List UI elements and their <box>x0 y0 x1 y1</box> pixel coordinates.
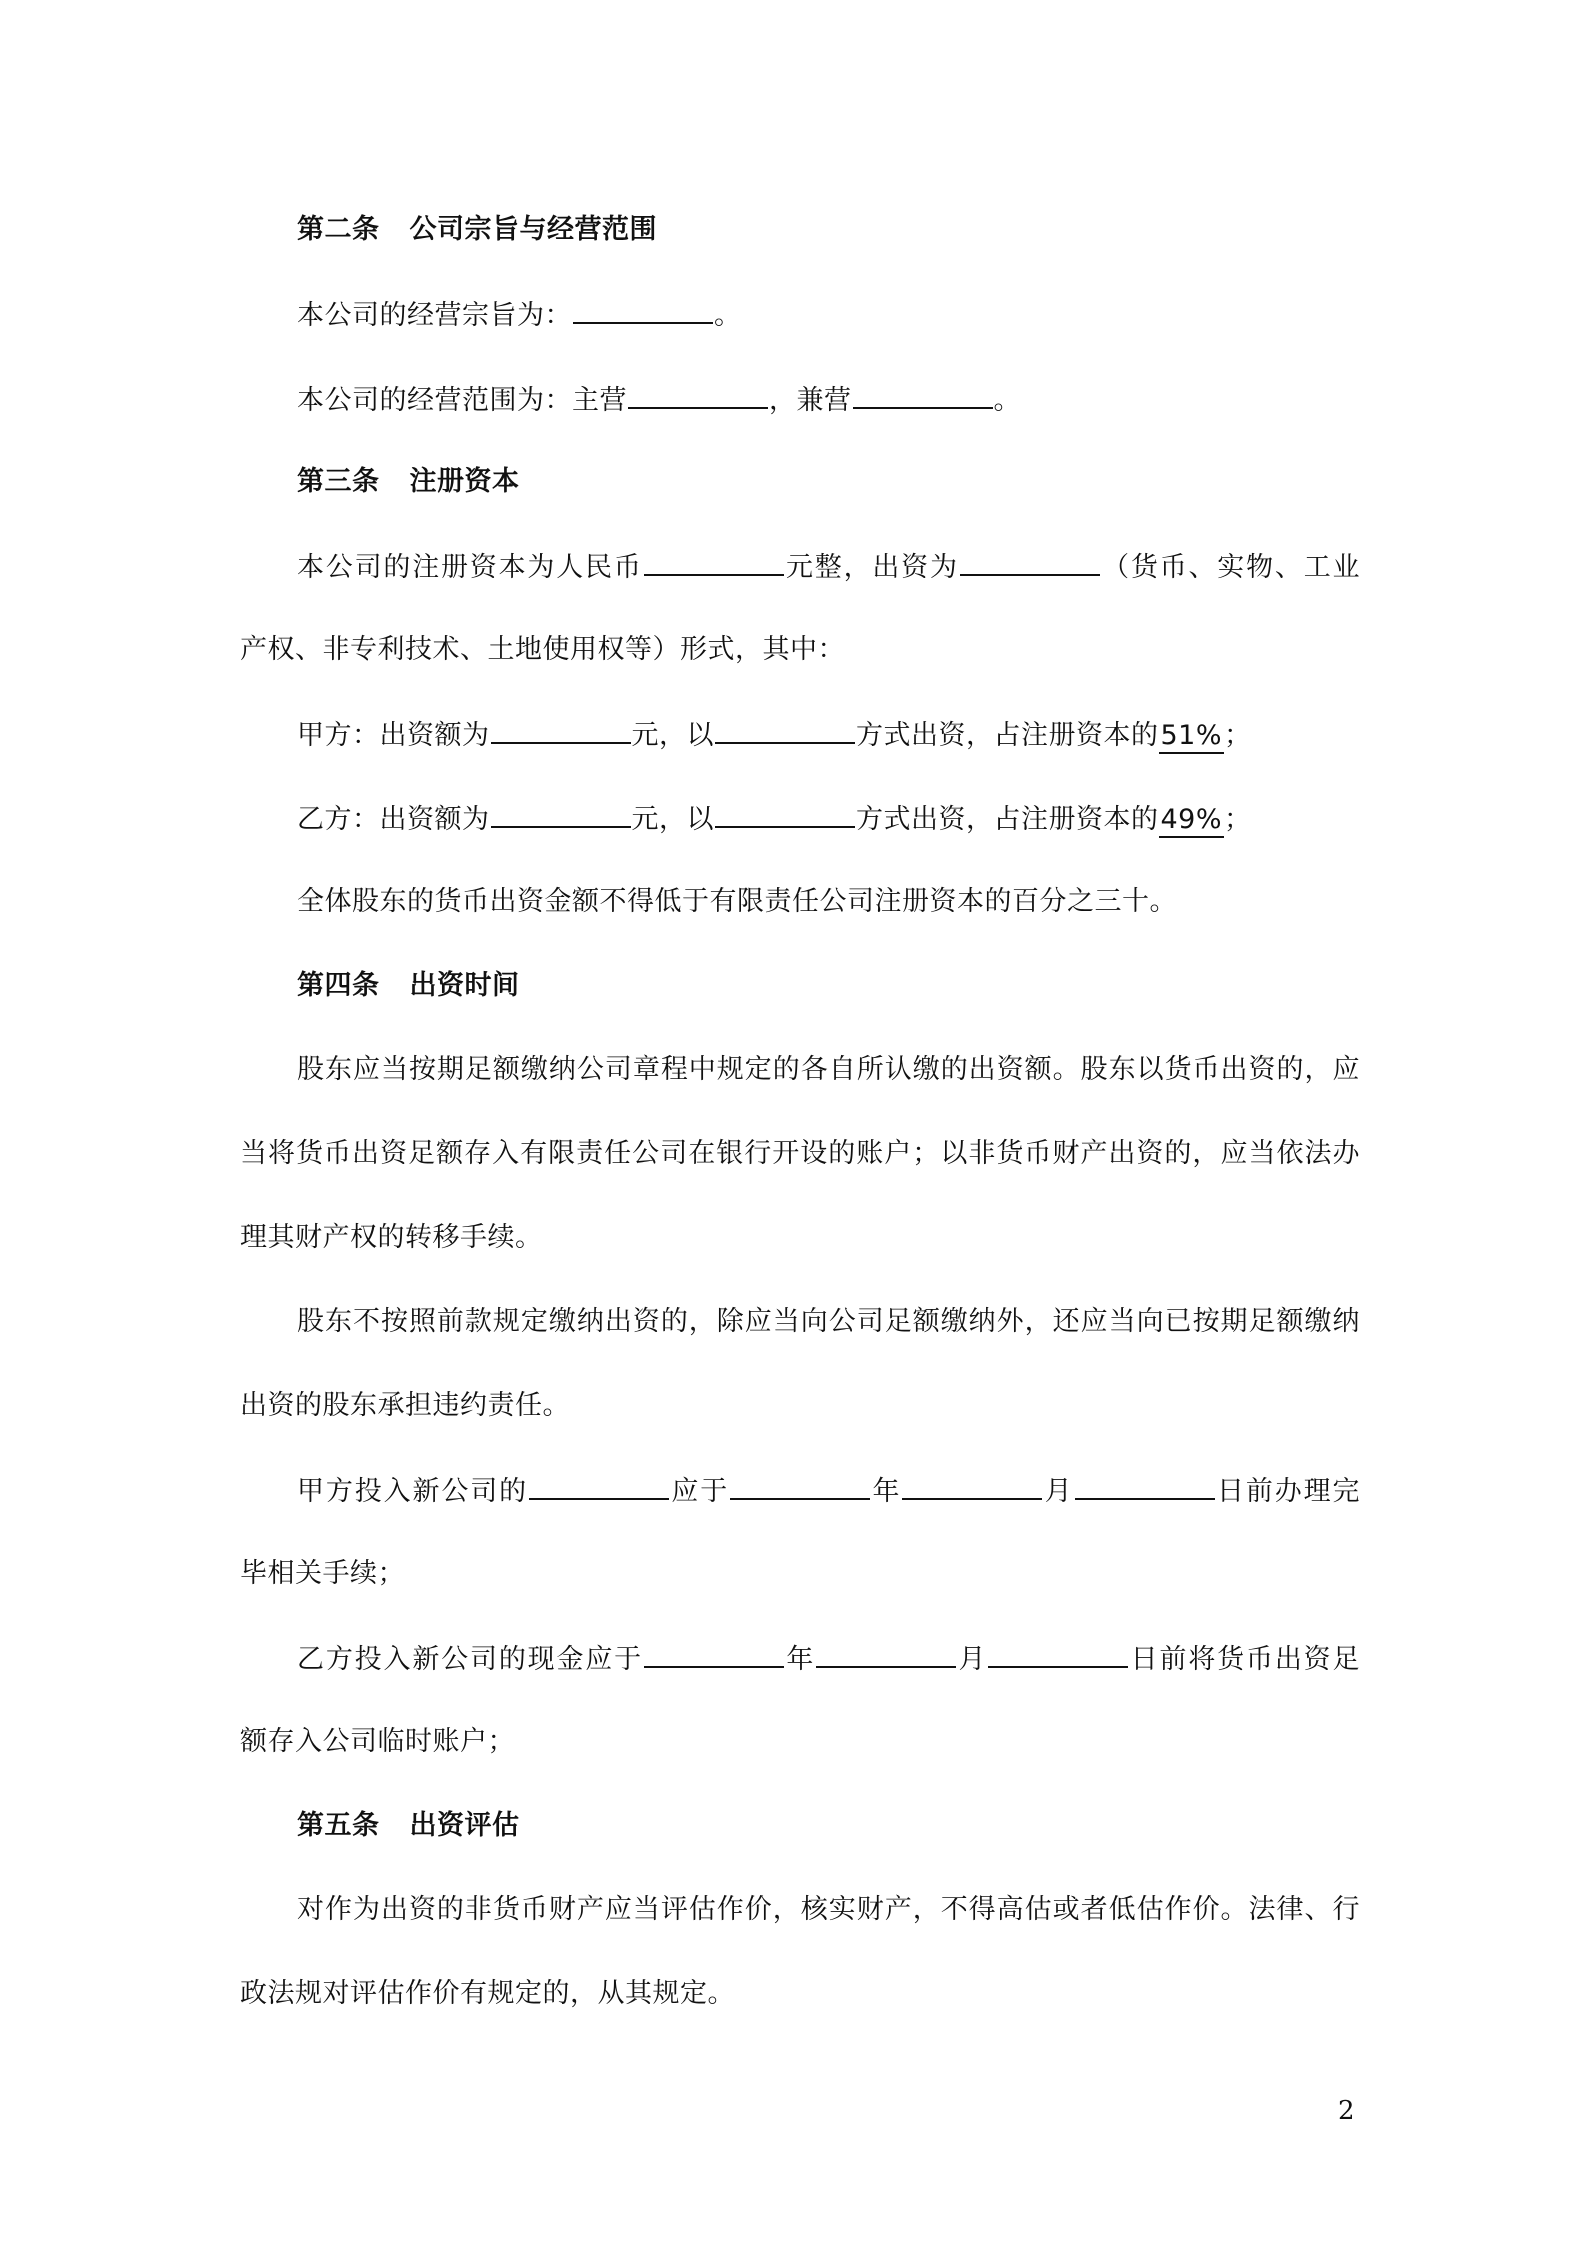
p4-text-a: 乙方投入新公司的现金应于 <box>297 1644 643 1675</box>
party-a-percentage: 51% <box>1159 720 1225 754</box>
art5-p1-line2: 政法规对评估作价有规定的，从其规定。 <box>240 1978 735 2009</box>
scope-line <box>297 381 1360 419</box>
article-2-title: 公司宗旨与经营范围 <box>409 214 657 245</box>
p4-day: 日前将货币出资足 <box>1129 1644 1361 1675</box>
party-b-amount-blank <box>491 800 631 828</box>
party-b-method-blank <box>715 800 855 828</box>
p3-month-blank <box>902 1472 1042 1500</box>
scope-end: 。 <box>993 385 1021 416</box>
party-b-method: 方式出资，占注册资本的 <box>856 804 1159 835</box>
capital-amount-blank <box>644 548 784 576</box>
p3-text-a: 甲方投入新公司的 <box>297 1476 528 1507</box>
purpose-line <box>297 296 1360 334</box>
article-3-number: 第三条 <box>297 466 380 497</box>
party-a-amount-blank <box>491 716 631 744</box>
art4-p1-line1: 股东应当按期足额缴纳公司章程中规定的各自所认缴的出资额。股东以货币出资的，应 <box>297 1054 1360 1085</box>
party-a-yuan: 元，以 <box>631 720 714 751</box>
p4-day-blank <box>988 1640 1128 1668</box>
article-3-title: 注册资本 <box>409 466 520 497</box>
p3-month: 月 <box>1043 1476 1074 1507</box>
party-b-contribution <box>297 800 1360 838</box>
article-2-number: 第二条 <box>297 214 380 245</box>
article-2-heading <box>297 212 1360 248</box>
p4-year: 年 <box>785 1644 816 1675</box>
art4-p3-line2: 毕相关手续； <box>240 1558 405 1589</box>
purpose-label: 本公司的经营宗旨为： <box>297 300 572 331</box>
party-a-method-blank <box>715 716 855 744</box>
art4-p4-line2: 额存入公司临时账户； <box>240 1726 515 1757</box>
article-4-number: 第四条 <box>297 970 380 1001</box>
art5-p1-line1: 对作为出资的非货币财产应当评估作价，核实财产，不得高估或者低估作价。法律、行 <box>297 1894 1360 1925</box>
art4-p3-line1 <box>297 1472 1360 1510</box>
capital-text-b: 元整，出资为 <box>784 552 959 583</box>
art4-p2-line1: 股东不按照前款规定缴纳出资的，除应当向公司足额缴纳外，还应当向已按期足额缴纳 <box>297 1306 1360 1337</box>
p3-text-b: 应于 <box>670 1476 730 1507</box>
scope-main-blank <box>628 381 768 409</box>
p4-month-blank <box>816 1640 956 1668</box>
art4-p1-line3: 理其财产权的转移手续。 <box>240 1222 543 1253</box>
capital-text-a: 本公司的注册资本为人民币 <box>297 552 643 583</box>
party-a-contribution <box>297 716 1360 754</box>
art4-p2-line2: 出资的股东承担违约责任。 <box>240 1390 570 1421</box>
p3-day: 日前办理完 <box>1215 1476 1360 1507</box>
p3-day-blank <box>1075 1472 1215 1500</box>
capital-form-blank <box>960 548 1100 576</box>
art4-p1-line2: 当将货币出资足额存入有限责任公司在银行开设的账户；以非货币财产出资的，应当依法办 <box>240 1138 1360 1169</box>
article-4-title: 出资时间 <box>409 970 520 1001</box>
scope-secondary-blank <box>853 381 993 409</box>
scope-label: 本公司的经营范围为：主营 <box>297 385 627 416</box>
party-b-yuan: 元，以 <box>631 804 714 835</box>
p3-asset-blank <box>529 1472 669 1500</box>
party-b-percentage: 49% <box>1159 804 1225 838</box>
article-3-heading <box>297 464 1360 500</box>
page-number: 2 <box>1338 2096 1355 2126</box>
p4-year-blank <box>644 1640 784 1668</box>
purpose-end: 。 <box>714 300 742 331</box>
p3-year: 年 <box>871 1476 902 1507</box>
party-a-method: 方式出资，占注册资本的 <box>856 720 1159 751</box>
capital-text-c: （货币、实物、工业 <box>1100 552 1361 583</box>
article-4-heading <box>297 968 1360 1004</box>
cash-rule: 全体股东的货币出资金额不得低于有限责任公司注册资本的百分之三十。 <box>297 886 1177 917</box>
p3-year-blank <box>730 1472 870 1500</box>
article-5-number: 第五条 <box>297 1810 380 1841</box>
party-a-end: ； <box>1224 720 1252 751</box>
scope-mid: ，兼营 <box>769 385 852 416</box>
article-5-title: 出资评估 <box>409 1810 520 1841</box>
article-5-heading <box>297 1808 1360 1844</box>
party-a-label: 甲方：出资额为 <box>297 720 490 751</box>
party-b-end: ； <box>1224 804 1252 835</box>
p4-month: 月 <box>957 1644 988 1675</box>
capital-line-1 <box>297 548 1360 586</box>
party-b-label: 乙方：出资额为 <box>297 804 490 835</box>
purpose-blank <box>573 296 713 324</box>
capital-line-2: 产权、非专利技术、土地使用权等）形式，其中： <box>240 634 845 665</box>
art4-p4-line1 <box>297 1640 1360 1678</box>
